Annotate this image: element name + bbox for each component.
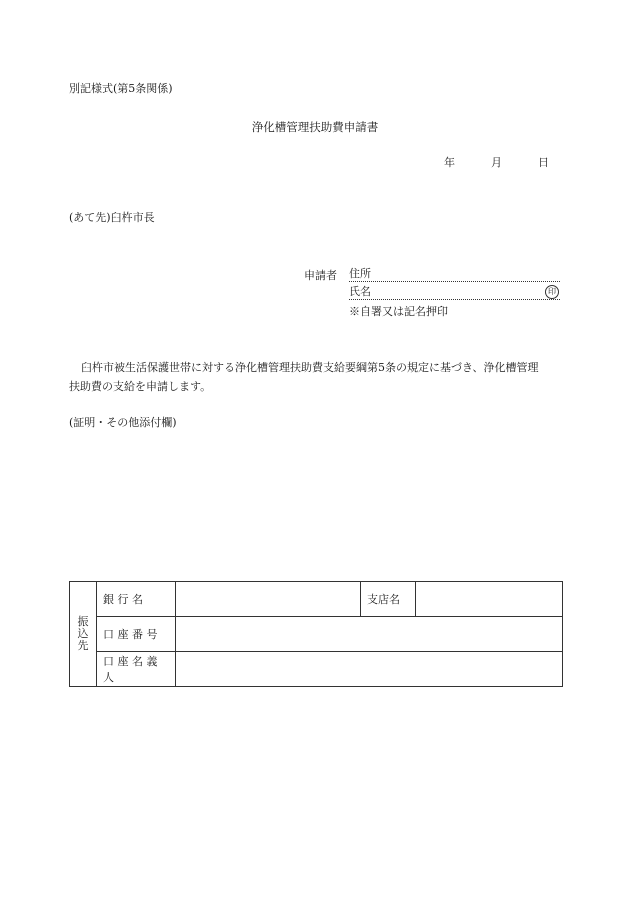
account-number-text: 口 座 番 号 bbox=[103, 628, 158, 641]
body-text-line-1: 臼杵市被生活保護世帯に対する浄化槽管理扶助費支給要綱第5条の規定に基づき、浄化槽管理 bbox=[81, 361, 539, 374]
transfer-destination-text: 振 込 先 bbox=[77, 614, 89, 653]
seal-mark: 印 bbox=[545, 285, 559, 299]
transfer-destination-label bbox=[70, 582, 97, 687]
date-month-label: 月 bbox=[491, 156, 502, 169]
branch-field[interactable] bbox=[416, 582, 563, 617]
name-label: 氏名 bbox=[349, 285, 371, 298]
addressee: (あて先)臼杵市長 bbox=[69, 211, 155, 224]
address-label: 住所 bbox=[349, 267, 371, 280]
bank-name-label bbox=[97, 582, 176, 617]
account-holder-field[interactable] bbox=[176, 652, 563, 687]
bank-name-text: 銀 行 名 bbox=[103, 593, 143, 606]
date-year-label: 年 bbox=[444, 156, 455, 169]
signature-note: ※自署又は記名押印 bbox=[349, 305, 448, 318]
account-number-field[interactable] bbox=[176, 617, 563, 652]
attachment-label: (証明・その他添付欄) bbox=[69, 416, 177, 429]
page-title: 浄化槽管理扶助費申請書 bbox=[251, 120, 379, 134]
address-field[interactable] bbox=[349, 267, 560, 282]
applicant-label: 申請者 bbox=[304, 269, 337, 282]
body-text-line-2: 扶助費の支給を申請します。 bbox=[69, 380, 212, 393]
account-holder-text: 口 座 名 義 人 bbox=[103, 655, 158, 684]
account-number-label bbox=[97, 617, 176, 652]
date-day-label: 日 bbox=[538, 156, 549, 169]
account-holder-label bbox=[97, 652, 176, 687]
form-number: 別記様式(第5条関係) bbox=[69, 82, 173, 95]
bank-name-field[interactable] bbox=[176, 582, 361, 617]
name-field[interactable] bbox=[349, 285, 560, 300]
bank-transfer-table bbox=[69, 581, 563, 687]
branch-label: 支店名 bbox=[361, 582, 416, 617]
